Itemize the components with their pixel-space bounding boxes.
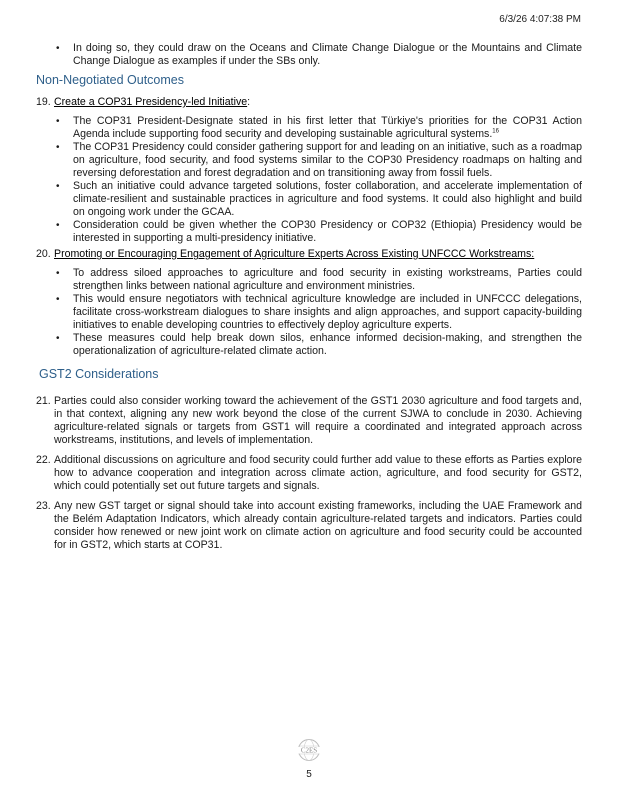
- page-footer: [0, 738, 618, 767]
- item-text: Any new GST target or signal should take into account existing frameworks, including the UAE Framework and the Belém Adaptation Indicators, which already contain agriculture-related targets and indicators. Parties could consider how renewed or new joint work on climate action on agriculture and food security could be accounted for in GST2, which starts at COP31.: [54, 500, 582, 551]
- item-title: Promoting or Encouraging Engagement of Agriculture Experts Across Existing UNFCCC Workstreams:: [54, 248, 535, 260]
- item-number: 21.: [36, 395, 51, 407]
- bullet-item: • The COP31 Presidency could consider gathering support for and leading on an initiative, such as a roadmap on agriculture, food security, and food systems similar to the COP30 Presidency roadmaps on halting and reversing deforestation and forest degradation and on transitioning away from fossil fuels.: [73, 141, 582, 180]
- svg-text:C2ES: C2ES: [300, 746, 318, 755]
- numbered-item-22: [36, 454, 582, 493]
- document-page: [36, 42, 582, 552]
- item-20-bullet-list: [36, 267, 582, 358]
- item-number: 20.: [36, 248, 51, 260]
- section-heading-gst2: GST2 Considerations: [39, 367, 159, 381]
- item-number: 19.: [36, 96, 51, 108]
- page-number: 5: [306, 769, 312, 780]
- numbered-item-19: [36, 96, 582, 109]
- section-heading-non-negotiated: Non-Negotiated Outcomes: [36, 73, 184, 87]
- bullet-item: • This would ensure negotiators with technical agriculture knowledge are included in UNFCCC delegations, facilitate cross-workstream dialogues to share insights and align approaches, and support capacity-building initiatives to enable developing countries to effectively deploy agriculture experts.: [73, 293, 582, 332]
- item-title: Create a COP31 Presidency-led Initiative: [54, 96, 248, 108]
- numbered-item-20: [36, 248, 582, 261]
- intro-bullet-list: [36, 42, 582, 68]
- item-title-colon: :: [247, 96, 251, 108]
- c2es-logo: [294, 738, 324, 767]
- bullet-item: • In doing so, they could draw on the Oceans and Climate Change Dialogue or the Mountains and Climate Change Dialogue as examples if under the SBs only.: [73, 42, 582, 68]
- numbered-item-23: [36, 500, 582, 552]
- item-text: Additional discussions on agriculture and food security could further add value to these efforts as Parties explore how to advance cooperation and integration across climate action, agriculture, and food security for GST2, which could potentially set out future targets and signals.: [54, 454, 582, 492]
- print-timestamp: 6/3/26 4:07:38 PM: [499, 14, 581, 25]
- bullet-item: • These measures could help break down silos, enhance informed decision-making, and strengthen the operationalization of agriculture-related climate action.: [73, 332, 582, 358]
- item-number: 23.: [36, 500, 51, 512]
- bullet-item: • Such an initiative could advance targeted solutions, foster collaboration, and accelerate implementation of climate-resilient and sustainable practices in agriculture and food systems. It could also highlight and build on ongoing work under the GCAA.: [73, 180, 582, 219]
- footnote-ref: 16: [492, 128, 499, 135]
- bullet-item: • To address siloed approaches to agriculture and food security in existing workstreams, Parties could strengthen links between national agriculture and environment ministries.: [73, 267, 582, 293]
- bullet-item: • Consideration could be given whether the COP30 Presidency or COP32 (Ethiopia) Presidency would be interested in supporting a multi-presidency initiative.: [73, 219, 582, 245]
- item-text: Parties could also consider working toward the achievement of the GST1 2030 agriculture and food targets and, in that context, aligning any new work beyond the close of the current SJWA to conclude in 2030. Achieving agriculture-related signals or targets from GST1 will require a coordinated and integrated approach across workstreams, institutions, and levels of implementation.: [54, 395, 582, 446]
- item-number: 22.: [36, 454, 51, 466]
- item-19-bullet-list: [36, 115, 582, 245]
- numbered-item-21: [36, 395, 582, 447]
- bullet-item: • The COP31 President-Designate stated in his first letter that Türkiye's priorities for the COP31 Action Agenda include supporting food security and developing sustainable agricultural systems.$^{16}$: [73, 115, 582, 141]
